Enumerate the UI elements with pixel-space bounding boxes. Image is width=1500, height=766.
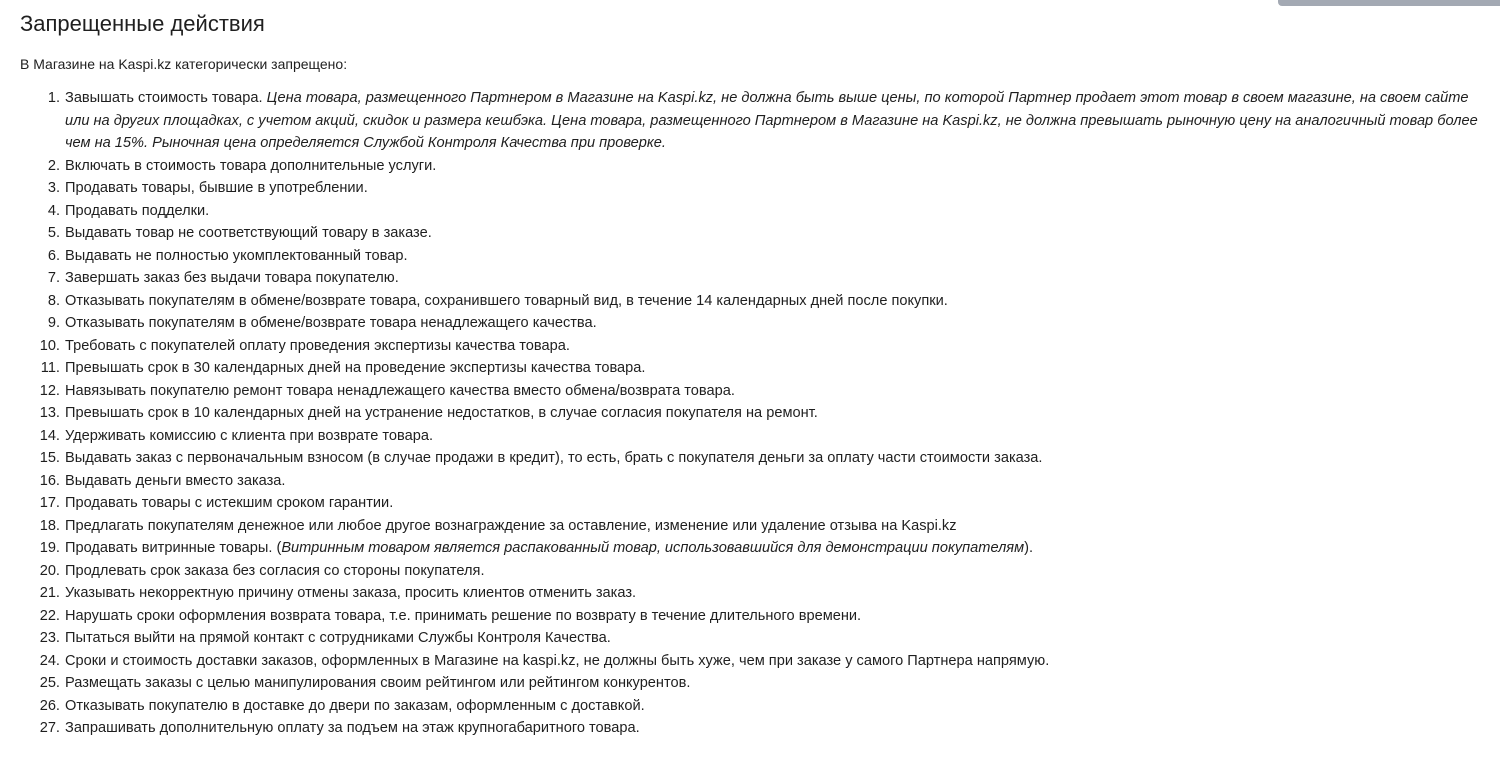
rule-number: 16. — [39, 472, 60, 489]
rule-number: 17. — [39, 495, 60, 511]
rule-item — [0, 245, 1490, 268]
rule-item — [0, 695, 1490, 718]
rule-text: Требовать с покупателей оплату проведения экспертизы качества товара. — [65, 337, 570, 354]
rule-number: 11. — [40, 360, 60, 376]
prohibited-actions-list — [0, 87, 1490, 740]
rule-text: Отказывать покупателям в обмене/возврате товара, сохранившего товарный вид, в течение 14 календарных дней после покупки. — [65, 292, 948, 309]
rule-number: 14. — [39, 427, 60, 444]
rule-number: 12. — [39, 382, 60, 399]
rule-item — [0, 380, 1490, 403]
rule-item — [0, 267, 1490, 290]
rule-item — [0, 200, 1490, 223]
rule-text: Включать в стоимость товара дополнительные услуги. — [65, 157, 437, 174]
rule-text: Выдавать не полностью укомплектованный товар. — [65, 247, 408, 264]
rule-number: 10. — [39, 337, 60, 354]
rule-number: 5. — [47, 225, 60, 241]
rule-item — [0, 560, 1490, 583]
rule-item — [0, 222, 1490, 245]
rule-item — [0, 582, 1490, 605]
rule-item — [0, 672, 1490, 695]
rule-number: 26. — [39, 697, 60, 714]
rule-text: Продавать витринные товары. ( — [65, 540, 282, 556]
rule-number: 9. — [47, 315, 60, 331]
rule-text: Удерживать комиссию с клиента при возврате товара. — [65, 427, 433, 444]
rule-item — [0, 447, 1490, 470]
rule-item — [0, 605, 1490, 628]
rule-text: Запрашивать дополнительную оплату за подъем на этаж крупногабаритного товара. — [65, 720, 640, 736]
rule-item — [0, 312, 1490, 335]
rule-number: 21. — [39, 585, 60, 601]
rule-text: Продавать товары с истекшим сроком гарантии. — [65, 495, 394, 511]
rule-item — [0, 717, 1490, 740]
rule-item — [0, 537, 1490, 560]
rule-item — [0, 425, 1490, 448]
rule-number: 6. — [47, 247, 60, 264]
rule-item — [0, 402, 1490, 425]
rule-text: Выдавать заказ с первоначальным взносом (в случае продажи в кредит), то есть, брать с покупателя деньги за оплату части стоимости заказа. — [65, 450, 1043, 466]
rule-text: Продавать товары, бывшие в употреблении. — [65, 180, 368, 196]
rule-number: 8. — [47, 292, 60, 309]
rule-text: Отказывать покупателю в доставке до двери по заказам, оформленным с доставкой. — [65, 697, 645, 714]
rule-text: Нарушать сроки оформления возврата товара, т.е. принимать решение по возврату в течение длительного времени. — [65, 607, 862, 624]
rule-item — [0, 290, 1490, 313]
rule-number: 18. — [39, 517, 60, 534]
rule-number: 27. — [39, 720, 60, 736]
rule-text: Пытаться выйти на прямой контакт с сотрудниками Службы Контроля Качества. — [65, 630, 611, 646]
top-scroll-bar — [1278, 0, 1500, 6]
page-title: Запрещенные действия — [20, 11, 265, 36]
rule-tail: ). — [1024, 540, 1034, 556]
rule-item — [0, 470, 1490, 493]
rule-note: Цена товара, размещенного Партнером в Магазине на Kaspi.kz, не должна быть выше цены, по которой Партнер продает этот товар в своем магазине, на своем сайте или на других площадках, с учетом акций, скидок и размера кешбэка. Цена товара, размещенного Партнером в Магазине на Kaspi.kz, не должна превышать рыночную цену на аналогичный товар более чем на 15%. Рыночная цена определяется Службой Контроля Качества при проверке. — [65, 90, 1478, 151]
rule-text: Выдавать деньги вместо заказа. — [65, 472, 286, 489]
rule-number: 4. — [47, 202, 60, 219]
rule-text: Завышать стоимость товара. — [65, 90, 267, 106]
rule-item — [0, 155, 1490, 178]
rule-item — [0, 492, 1490, 515]
rule-number: 20. — [39, 562, 60, 579]
rule-number: 24. — [39, 652, 60, 669]
rule-text: Превышать срок в 30 календарных дней на проведение экспертизы качества товара. — [65, 360, 646, 376]
rule-number: 2. — [47, 157, 60, 174]
rule-number: 19. — [39, 540, 60, 556]
rule-item — [0, 335, 1490, 358]
rule-number: 13. — [39, 405, 60, 421]
rule-item — [0, 650, 1490, 673]
rule-item — [0, 87, 1490, 155]
rule-text: Сроки и стоимость доставки заказов, оформленных в Магазине на kaspi.kz, не должны быть хуже, чем при заказе у самого Партнера напрямую. — [65, 652, 1050, 669]
rule-text: Завершать заказ без выдачи товара покупателю. — [65, 270, 399, 286]
rule-text: Превышать срок в 10 календарных дней на устранение недостатков, в случае согласия покупателя на ремонт. — [65, 405, 818, 421]
intro-text: В Магазине на Kaspi.kz категорически запрещено: — [20, 56, 348, 72]
rule-text: Выдавать товар не соответствующий товару в заказе. — [65, 225, 432, 241]
rule-text: Отказывать покупателям в обмене/возврате товара ненадлежащего качества. — [65, 315, 597, 331]
rule-item — [0, 515, 1490, 538]
rule-number: 15. — [39, 450, 60, 466]
rule-number: 22. — [39, 607, 60, 624]
rule-text: Продавать подделки. — [65, 202, 210, 219]
rule-number: 7. — [47, 270, 60, 286]
rule-note: Витринным товаром является распакованный товар, использовавшийся для демонстрации покупателям — [281, 540, 1025, 556]
rule-number: 3. — [47, 180, 60, 196]
rule-item — [0, 357, 1490, 380]
rule-text: Предлагать покупателям денежное или любое другое вознаграждение за оставление, изменение или удаление отзыва на Kaspi.kz — [65, 517, 957, 534]
rule-number: 23. — [39, 630, 60, 646]
rule-text: Навязывать покупателю ремонт товара ненадлежащего качества вместо обмена/возврата товара. — [65, 382, 735, 399]
rule-text: Указывать некорректную причину отмены заказа, просить клиентов отменить заказ. — [65, 585, 637, 601]
rule-number: 1. — [47, 90, 60, 106]
rule-item — [0, 627, 1490, 650]
rule-item — [0, 177, 1490, 200]
rule-text: Продлевать срок заказа без согласия со стороны покупателя. — [65, 562, 485, 579]
rule-number: 25. — [39, 675, 60, 691]
rule-text: Размещать заказы с целью манипулирования своим рейтингом или рейтингом конкурентов. — [65, 675, 691, 691]
